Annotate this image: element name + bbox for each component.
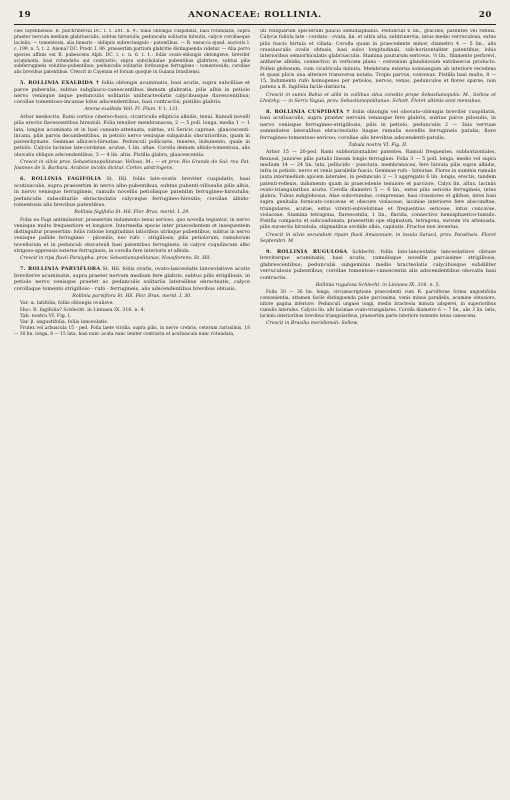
species-entry [14,80,250,106]
species-diagnosis: St. Hil. foliis ovatis, ovato-lanceolatis lanceolatisve acutis breviterve acuminatis, supra praeter nervum medium fere glabris, subtus pilis strigillosis, in petiolo nervo venisque praeter ac pedunculis solitariis lateralibus ebracteatis, calyce corollaque tomento strigilloso - rufo - ferrugineis, alis adscendentibus brevibus obtusis. [14,266,250,292]
species-diagnosis: Schlecht. foliis lato-lanceolatis lanceolatisve obtuse breviterque acuminatis, basi acutis, ramulisque novellis parcissime strigillosis, glabrescentibus; pedunculis subgeminis medio bracteolatis calycibusque subdiliter verruculosis pubentibus; corollae tomentoso-canescentis alis adscendentibus obovatis basi contractis. [260,249,496,281]
species-diagnosis: ✝ foliis oblongis vel obovato-oblongis breviter cuspidatis, basi acutiusculis, supra praeter nervum venasque fere glabris, subtus parce pilosulis, in nervo venisque ferrugineo-strigillosis; pilis in petiolo, pedunculis 2 — 3nis verruae summitates lateralibus ebracteolatis itaque ramulis novellis ferrugineis patulis; flore ferrugineo-tomentoso-sericeo; corollae alis brevibus adscendenti-patulis. [260,109,496,141]
page-number-left: 19 [18,10,32,20]
running-title: ANONACEAE: ROLLINIA. [188,10,322,20]
locality-note: Crescit in silvis secundum ripam fluvii Amazonum, in insula Saracá, prov. Paraënsis. Floret Septembri. M. [260,232,496,244]
species-entry [14,176,250,208]
body-paragraph: Arbor mediocris. Rami cortice cinereo-fusco, cicatriculis ellipticis albidis, tenui. Ramuli novelli pilis erectis flavescentibus hirsutuli. Folia tenuiter membranacea, 2 — 5 poll. longa, media 1 — 1 lata, longius acuminata et in basi cuneato-attenuata, subtus, uti Sericis capreae, glaucescenti-incana, pilis parvis decumbentibus, in petiolo nervo venisque subpatulis obscurioribus, quam in parenchymate. Gemmae albicero-hirsutae. Pedunculi pollicares, teneres, indumento, quale in petiolo. Calycis laciniae late-cordatae, acutae, 1 lin. altae. Corolla demum albido-tomentosa, alis obovatis oblique adscendentibus, 3 — 4 lin. altis. Pistilla glabra, glaucescentia. [14,115,250,158]
species-diagnosis: St. Hil. foliis late-ovatis breviter cuspidatis, basi acutiusculis, supra praesertim in nervo albo-pubentibus, subtus pubenti-villosulis pilis albis, in nervo venisque ferrugineis, ramulis novellis petiolisque patentim ferrugineo-hirsutulis; pedunculis subsolitariis ebracteolatis calyceque ferrugineo-hirsutis; corollae albido-tomentosis alis brevibus patentibus. [14,176,250,208]
species-entry [14,266,250,292]
citation-line: Rollinia parviflora St. Hil. Flor. Bras. merid. I. 30. [72,293,192,299]
variety-line: Tab. nostra VI. Fig. I. [20,313,72,319]
body-paragraph: cies cayennensis: R. pulchrinervia DC. l. c. 201. n. 9.: foliis oblongis cuspidatis, basi rotundatis, supra praeter nervum medium glabriusculis, subtus hirsutulis; pedunculis solitariis hirsutis, calyce corollaeque laciniis; — tomentosis, alis linearis - obliquis subrectangulo - patentibus. — R. exsucca ejusd. auctoris l. c. 199. n. 5. t. 2. Anona? DC. Prodr. I. 86. praesertim partium glabritie distinguenda videtur. — Alia porro species affinis est R. pubescens Alph. DC. l. c. n. 6. t. 1.: foliis ovato-oblongis obtongisve, breviter acuminatis, basi rotundatis aut contractis, supra subciliolatae pubentibus glabrisve, subtus pilis subferrugineis velutino-pubentibus; pedunculis solitariis foribusque ferrugineo - tomentosulis, corollae alis brevibus patentibus. Crescit in Cayenna et forsan quoque in Guiana brasiliensi. [14,29,250,76]
locality-note: Crescit in ripa fluvii Paraiypha, prov. Sebastianopolitanae, Novaflorens: St. Hil. [20,256,211,262]
page-header [14,10,496,25]
species-name: 7. ROLLINIA PARVIFLORA [20,266,101,273]
species-name: 9. ROLLINIA RUGULOSA [266,249,348,256]
species-entry [260,109,496,141]
body-paragraph: Folia ea Fagi antimilantur, praesertim indumento tenui sericeo, quo novella teguntur, in nervo venisque multo frequentiore et longiore. Intermedia specie inter praecedentem et insequentem distinguitur praesertim: foliis ratione longitudinis latioribus utrinque pubentibus, subtus in nervo venisque pallide ferrugineo - pilosulis, nec rufo - strigillosis, pilis petiolorum, ramulorum novellorum et in pedunculi obscureuli basi patentibus ferrugineis, in calyce coquilincam albo strigoso-appressis externe ferrugineis, in corolla fere interioris et albida. [14,217,250,254]
species-name: 5. ROLLINIA EXALBIDA [20,80,94,87]
variety-line: Var. β. angustifolia, foliis lanceolatis. [20,320,109,326]
body-paragraph: uti reliquarum specierum paucis semidiaphanis. Pedunculi 6 lin., graciles, patentes vel reflexi. Calycis foliola late - cordato - ovata, lin. et ultra alta, subtrinervia, intus medio verruculosa, extus pilis fuscis hirtula et ciliata. Corolla quam in praecedente minor, diametro 4 — 5 lin., alis crassiusculis ovalis obtusis, basi sulco longitudinali, sub-horizontaliter patentibus, lobis interioribus semiorbiculatis glabriusculis. Stamina pauturum sericeus, ½ lin., filamento perbrevi, antherae albidis, connectivo in verticem plano - convexum glandulosum extrinsecus producto. Pollen globosum, cum cicatricula minuta. Membrana externa somnangum ab interiore recedens et quasi plicis una alterave transversa notata. Tropis parvus, convexus. Pistilla basi multa, 8 — 15. Indumento rufo homogeneo per petiolos, nervos, venas, pedunculos et flores sparse, non patens a R. fagifolia facile distinctu. [260,29,496,91]
body-paragraph: Folia 30 — 36 lin. longa, circumscriptione praecedenti cum R. parviflorae forma angustifolia convenientia, attamen facile distinguenda pube parcissima, venis minus parallelis, acumine obtusiore, nitore pagina inferiore. Pedunculi ungues longi, medio bracteola minuta adsperei, in superioribus ramulis laterales. Calycis lin. alti laciniae ovato-triangulares. Corolla diametro 6 — 7 lin., alis 3 lin. latis, laciniis interioribus brevibus triangularibus, praesertim parte interiore tomento tenui canescens. [260,290,496,319]
species-diagnosis: ✝ foliis oblongis acuminatis, basi acutis, supra subcilliae et parce puberulis, subtus subglauco-canescentibus demum glabratis, pilis albis in petiolo nervo venisque inque pedunculis solitariis unibracteolatis calycibusque flavescentibus; corollae tomentoso-incanae lobis adscendentibus, basi contractis; pistillis glabris. [14,80,250,106]
right-column [260,29,496,799]
text-columns [14,29,496,799]
page-number-right: 20 [478,10,492,20]
left-column [14,29,250,799]
citation-line: Anona exalbida Vell. Fl. Flum. V. t. 131. [84,107,180,113]
species-name: 6. ROLLINIA FAGIFOLIA [20,176,102,183]
species-entry [260,249,496,281]
species-name: 8. ROLLINIA CUSPIDATA [266,109,344,115]
variety-line: Var. α. latifolia, foliis oblongis ovalisve. [20,301,114,307]
variety-line: Huc: R. fagifolia? Schlecht. in Linnaea IX. 316. n. 4. [20,307,146,313]
locality-note: Crescit in silvis prov. Sebastianopolitanae: Velloso, M.: — et prov. Rio Grande do Sul: rev. Pat. Joannes de S. Barbara. Arabice incolis dicitur. Cortex adstringens. [14,159,250,172]
citation-line: Tabula nostra VI. Fig. II. [348,142,408,148]
citation-line: Rollinia rugulosa Schlecht. in Linnaea IX. 316. n. 5. [315,282,441,288]
locality-note: Crescit in sumis Bahia et alibi in collibus silva consitis prope Sebastianopolis: M., Sellow et Lhotzky; — in Serra Yaguá, prov. Sebastianopolitanae: Schott. Floret ultimis anni mensibus. [260,92,496,104]
citation-line: Rollinia fagifolia St. Hil. Flor. Bras. merid. I. 29. [74,209,190,215]
locality-note: Crescit in Brasilia meridionali: Sellow. [266,320,359,326]
body-paragraph: Frutex vel arbuscula 15 - ped. Folia laete viridia, supra pilis, in nervo crebris, ceterum rarissimis, 18 — 30 lin. longa, 8 — 15 lata, basi nunc acuta nunc leniter contracta et acutiuscula nunc rotundata, [14,326,250,338]
body-paragraph: Arbor 15 — 20-ped. Rami subhorizontaliter patentes. Ramuli frequentes, subhorizontales, flexuosi, juniores pilis patulis lineam longis ferruginei. Folia 3 — 5 poll. longa, medio vel supra medium 14 — 24 lin. lata, pellucido - punctata, membranacea, fere hirsuta pilis supra albidis, infra in petiolo, nervo et venis parallelis fuscis. Gemmae rufo - hirsutae. Flores in summis ramulis juxta intermedium apicem laterales, in pedunculo 2 — 3 aggregatis 6 lin. longis, erectis, tandem patenti-reflexis, indumento quam in praecedente tenuiore et parciore. Calyx lin. altus, laciniis ovato-triangularibus acutis. Corolla diametro 5 — 6 lin., extus pilis sericeis ferrugineis, intus glabra. Tubus subglobosus. Alae subrotundae, compressae, basi crassiores et gibbae, intus basi supra genitalia fornicato-concavae et obscure violaceae; laciniae interiores fere abscondtae, triangulares, acutae, extus virenti-subvelutinae et frequentius sericeae, intus concavae, violaceae. Stamina tetragona, flavescentia, 1 lin., flavida, connectivo hemisphaerico-tumido. Pistilla compacta et subcoadunata, praesertim ope stigmatum, tetragona, sursum vix attenuata, pilis sursectis hirsutula, stigmatibus sordide albis, capitatis. Fructus non inventus. [260,150,496,231]
